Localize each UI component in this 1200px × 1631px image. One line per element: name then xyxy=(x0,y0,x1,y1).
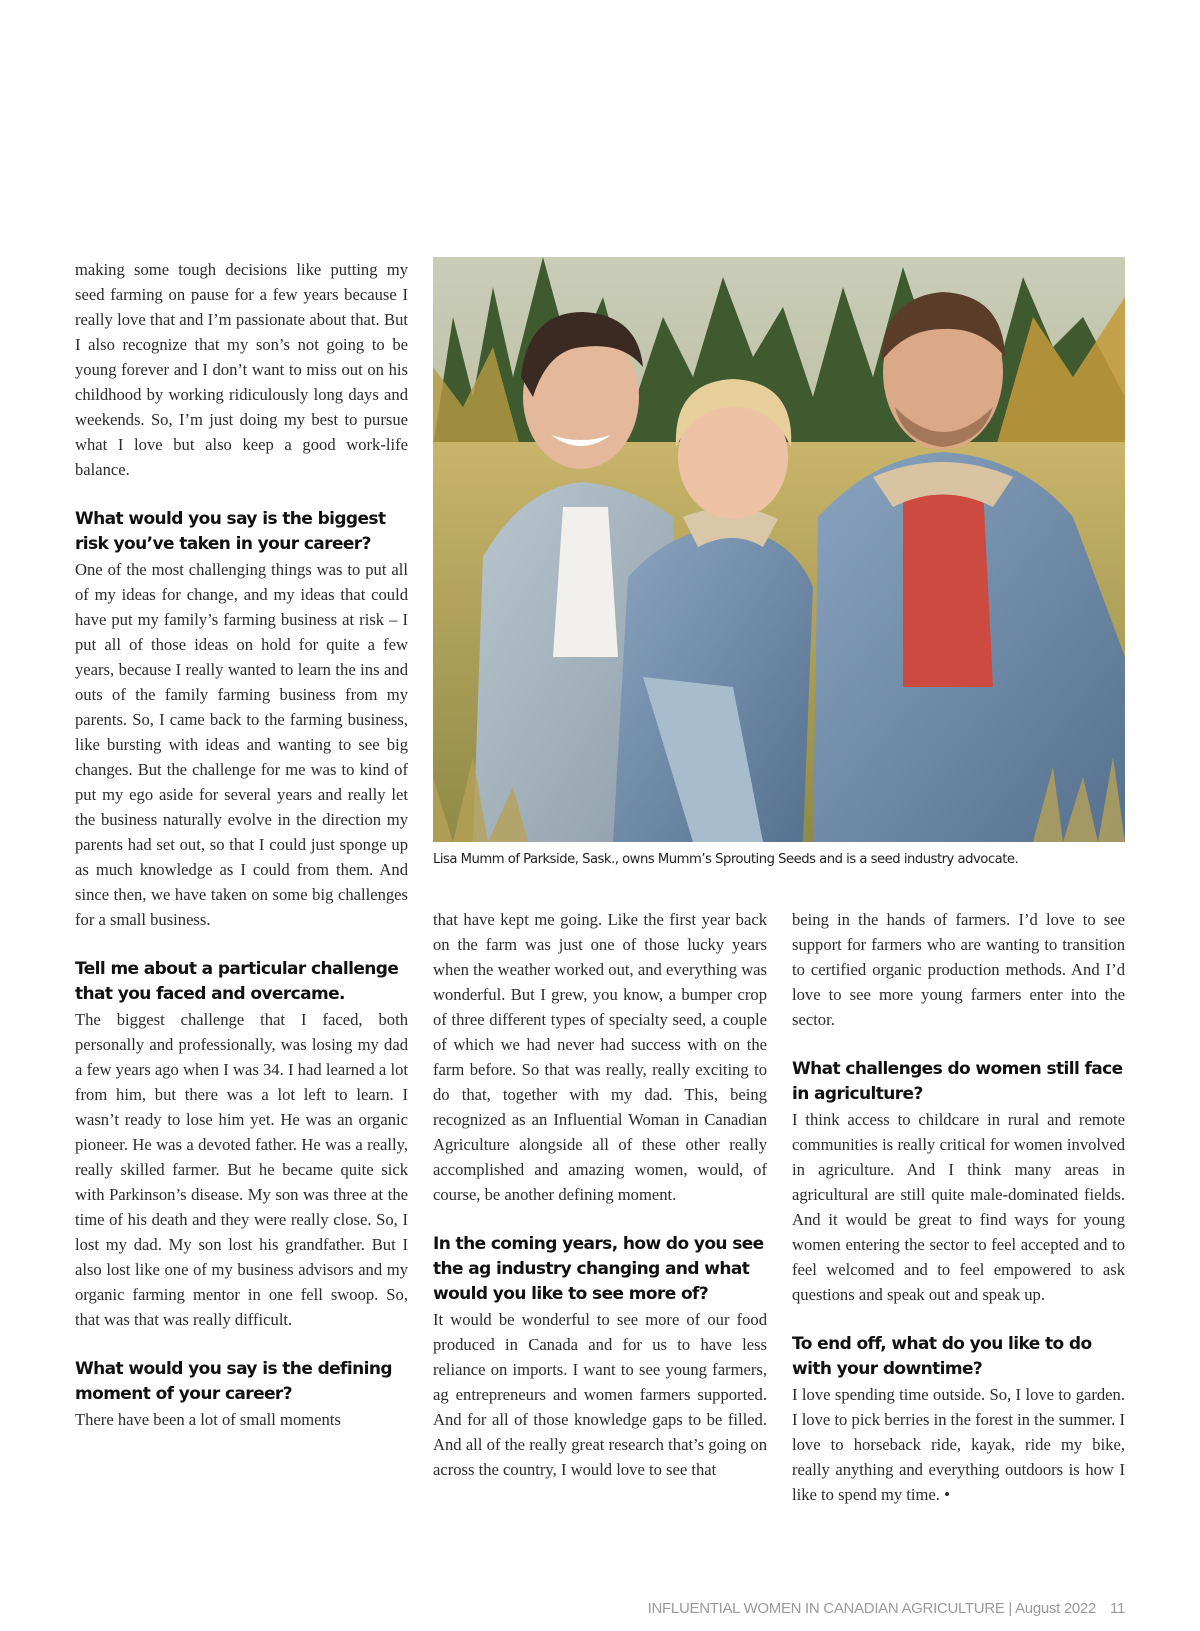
text-column-right xyxy=(792,907,1125,1507)
question-women-challenges: What challenges do women still face in agriculture? xyxy=(792,1059,1123,1104)
answer-challenge: The biggest challenge that I faced, both personally and professionally, was losing my dad a few years ago when I was 34. I had learned a lot from him, but there was a lot left to learn. I wasn’t ready to lose him yet. He was an organic pioneer. He was a devoted father. He was a really, really skilled farmer. But he became quite sick with Parkinson’s disease. My son was three at the time of his death and they were really close. So, I lost my dad. My son lost his grandfather. But I also lost like one of my business advisors and my organic farming mentor in one fell swoop. So, that was that was really difficult. xyxy=(75,1010,408,1329)
text-column-middle xyxy=(433,907,767,1482)
question-biggest-risk: What would you say is the biggest risk you’ve taken in your career? xyxy=(75,509,386,554)
question-challenge: Tell me about a particular challenge that you faced and overcame. xyxy=(75,959,399,1004)
text-column-left xyxy=(75,257,408,1432)
publication-name: INFLUENTIAL WOMEN IN CANADIAN AGRICULTURE | August 2022 xyxy=(647,1600,1097,1617)
question-downtime: To end off, what do you like to do with your downtime? xyxy=(792,1334,1092,1379)
photo-caption: Lisa Mumm of Parkside, Sask., owns Mumm’s Sprouting Seeds and is a seed industry advocate. xyxy=(433,852,1019,867)
answer-defining-moment-start: There have been a lot of small moments xyxy=(75,1410,341,1429)
question-industry-changing: In the coming years, how do you see the ag industry changing and what would you like to see more of? xyxy=(433,1234,764,1304)
answer-industry-changing-start: It would be wonderful to see more of our food produced in Canada and for us to have less reliance on imports. I want to see young farmers, ag entrepreneurs and women farmers supported. And for all of those knowledge gaps to be filled. And all of the really great research that’s going on across the country, I would love to see that xyxy=(433,1310,767,1479)
answer-downtime: I love spending time outside. So, I love to garden. I love to pick berries in the forest in the summer. I love to horseback ride, kayak, ride my bike, really anything and everything outdoors is how I like to spend my time. • xyxy=(792,1385,1125,1504)
answer-industry-changing-continued: being in the hands of farmers. I’d love to see support for farmers who are wanting to transition to certified organic production methods. And I’d love to see more young farmers enter into the sector. xyxy=(792,910,1125,1029)
page-number: 11 xyxy=(1110,1600,1125,1617)
intro-paragraph: making some tough decisions like putting my seed farming on pause for a few years because I really love that and I’m passionate about that. But I also recognize that my son’s not going to be young forever and I don’t want to miss out on his childhood by working ridiculously long days and weekends. So, I’m just doing my best to pursue what I love but also keep a good work-life balance. xyxy=(75,260,408,479)
answer-defining-moment-continued: that have kept me going. Like the first year back on the farm was just one of those lucky years when the weather worked out, and everything was wonderful. But I grew, you know, a bumper crop of three different types of specialty seed, a couple of which we had never had success with on the farm before. So that was really, really exciting to do that, together with my dad. This, being recognized as an Influential Woman in Canadian Agriculture alongside all of these other really accomplished and amazing women, would, of course, be another defining moment. xyxy=(433,910,767,1204)
question-defining-moment: What would you say is the defining moment of your career? xyxy=(75,1359,392,1404)
family-photo xyxy=(433,257,1125,842)
page-footer xyxy=(648,1600,1125,1617)
answer-women-challenges: I think access to childcare in rural and remote communities is really critical for women involved in agriculture. And I think many areas in agricultural are still quite male-dominated fields. And it would be great to find ways for young women entering the sector to feel accepted and to feel welcomed and to feel empowered to ask questions and speak out and speak up. xyxy=(792,1110,1125,1304)
answer-biggest-risk: One of the most challenging things was to put all of my ideas for change, and my ideas that could have put my family’s farming business at risk – I put all of those ideas on hold for quite a few years, because I really wanted to learn the ins and outs of the family farming business from my parents. So, I came back to the farming business, like bursting with ideas and wanting to see big changes. But the challenge for me was to kind of put my ego aside for several years and really let the business naturally evolve in the direction my parents had set out, so that I could just sponge up as much knowledge as I could from them. And since then, we have taken on some big challenges for a small business. xyxy=(75,560,408,929)
